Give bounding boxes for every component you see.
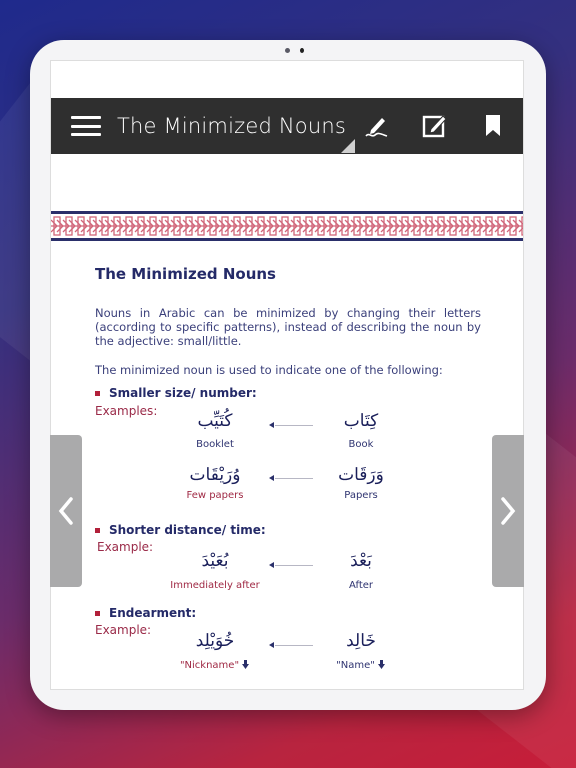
bookmark-icon[interactable] — [475, 108, 511, 144]
toolbar — [51, 98, 524, 154]
chevron-right-icon — [499, 496, 517, 526]
usage-paragraph: The minimized noun is used to indicate one of the following: — [95, 363, 443, 377]
section-heading: Endearment: — [95, 606, 196, 620]
original-arabic: كِتَاب — [343, 411, 379, 431]
lesson-heading: The Minimized Nouns — [95, 265, 276, 283]
bullet-square — [95, 391, 100, 396]
previous-page-button[interactable] — [50, 435, 82, 587]
minimized-meaning: Booklet — [196, 439, 234, 450]
minimized-arabic: وُرَيْقَات — [189, 465, 241, 485]
sensor-dot — [300, 48, 304, 53]
original-arabic: بَعْدَ — [350, 551, 372, 571]
original-arabic: خَالِد — [346, 631, 376, 651]
original-arabic: وَرَقَات — [338, 465, 384, 485]
arrow-left-icon — [269, 641, 313, 649]
section-heading: Smaller size/ number: — [95, 386, 257, 400]
menu-icon[interactable] — [71, 114, 101, 138]
example-label: Example: — [97, 540, 154, 554]
pen-sign-icon[interactable] — [359, 108, 395, 144]
edit-icon[interactable] — [417, 108, 453, 144]
original-meaning: After — [348, 580, 373, 591]
app-screen — [50, 60, 524, 690]
arrow-left-icon — [269, 474, 313, 482]
next-page-button[interactable] — [492, 435, 524, 587]
minimized-meaning: "Nickname" — [165, 660, 265, 671]
minimized-meaning: Few papers — [186, 490, 244, 501]
hand-icon — [242, 660, 250, 669]
original-meaning: Book — [348, 439, 374, 450]
minimized-arabic: خُوَيْلِد — [195, 631, 235, 651]
page-title: The Minimized Nouns — [117, 114, 346, 138]
arrow-left-icon — [269, 421, 313, 429]
arrow-left-icon — [269, 561, 313, 569]
page-curl — [341, 139, 355, 153]
decorative-border — [51, 211, 524, 241]
examples-label: Examples: — [95, 404, 158, 418]
section-heading: Shorter distance/ time: — [95, 523, 266, 537]
camera-dot — [285, 48, 290, 53]
tablet-frame — [30, 40, 546, 710]
chevron-left-icon — [57, 496, 75, 526]
hand-icon — [378, 660, 386, 669]
original-meaning: Papers — [344, 490, 378, 501]
bullet-square — [95, 611, 100, 616]
example-label: Example: — [95, 623, 152, 637]
minimized-arabic: بُعَيْدَ — [201, 551, 229, 571]
minimized-arabic: كُتَيِّب — [197, 411, 233, 431]
intro-paragraph: Nouns in Arabic can be minimized by changing their letters (according to specific patterns), instead of describing the noun by the adjective: small/little. — [95, 306, 481, 348]
minimized-meaning: Immediately after — [170, 580, 260, 591]
bullet-square — [95, 528, 100, 533]
original-meaning: "Name" — [311, 660, 411, 671]
